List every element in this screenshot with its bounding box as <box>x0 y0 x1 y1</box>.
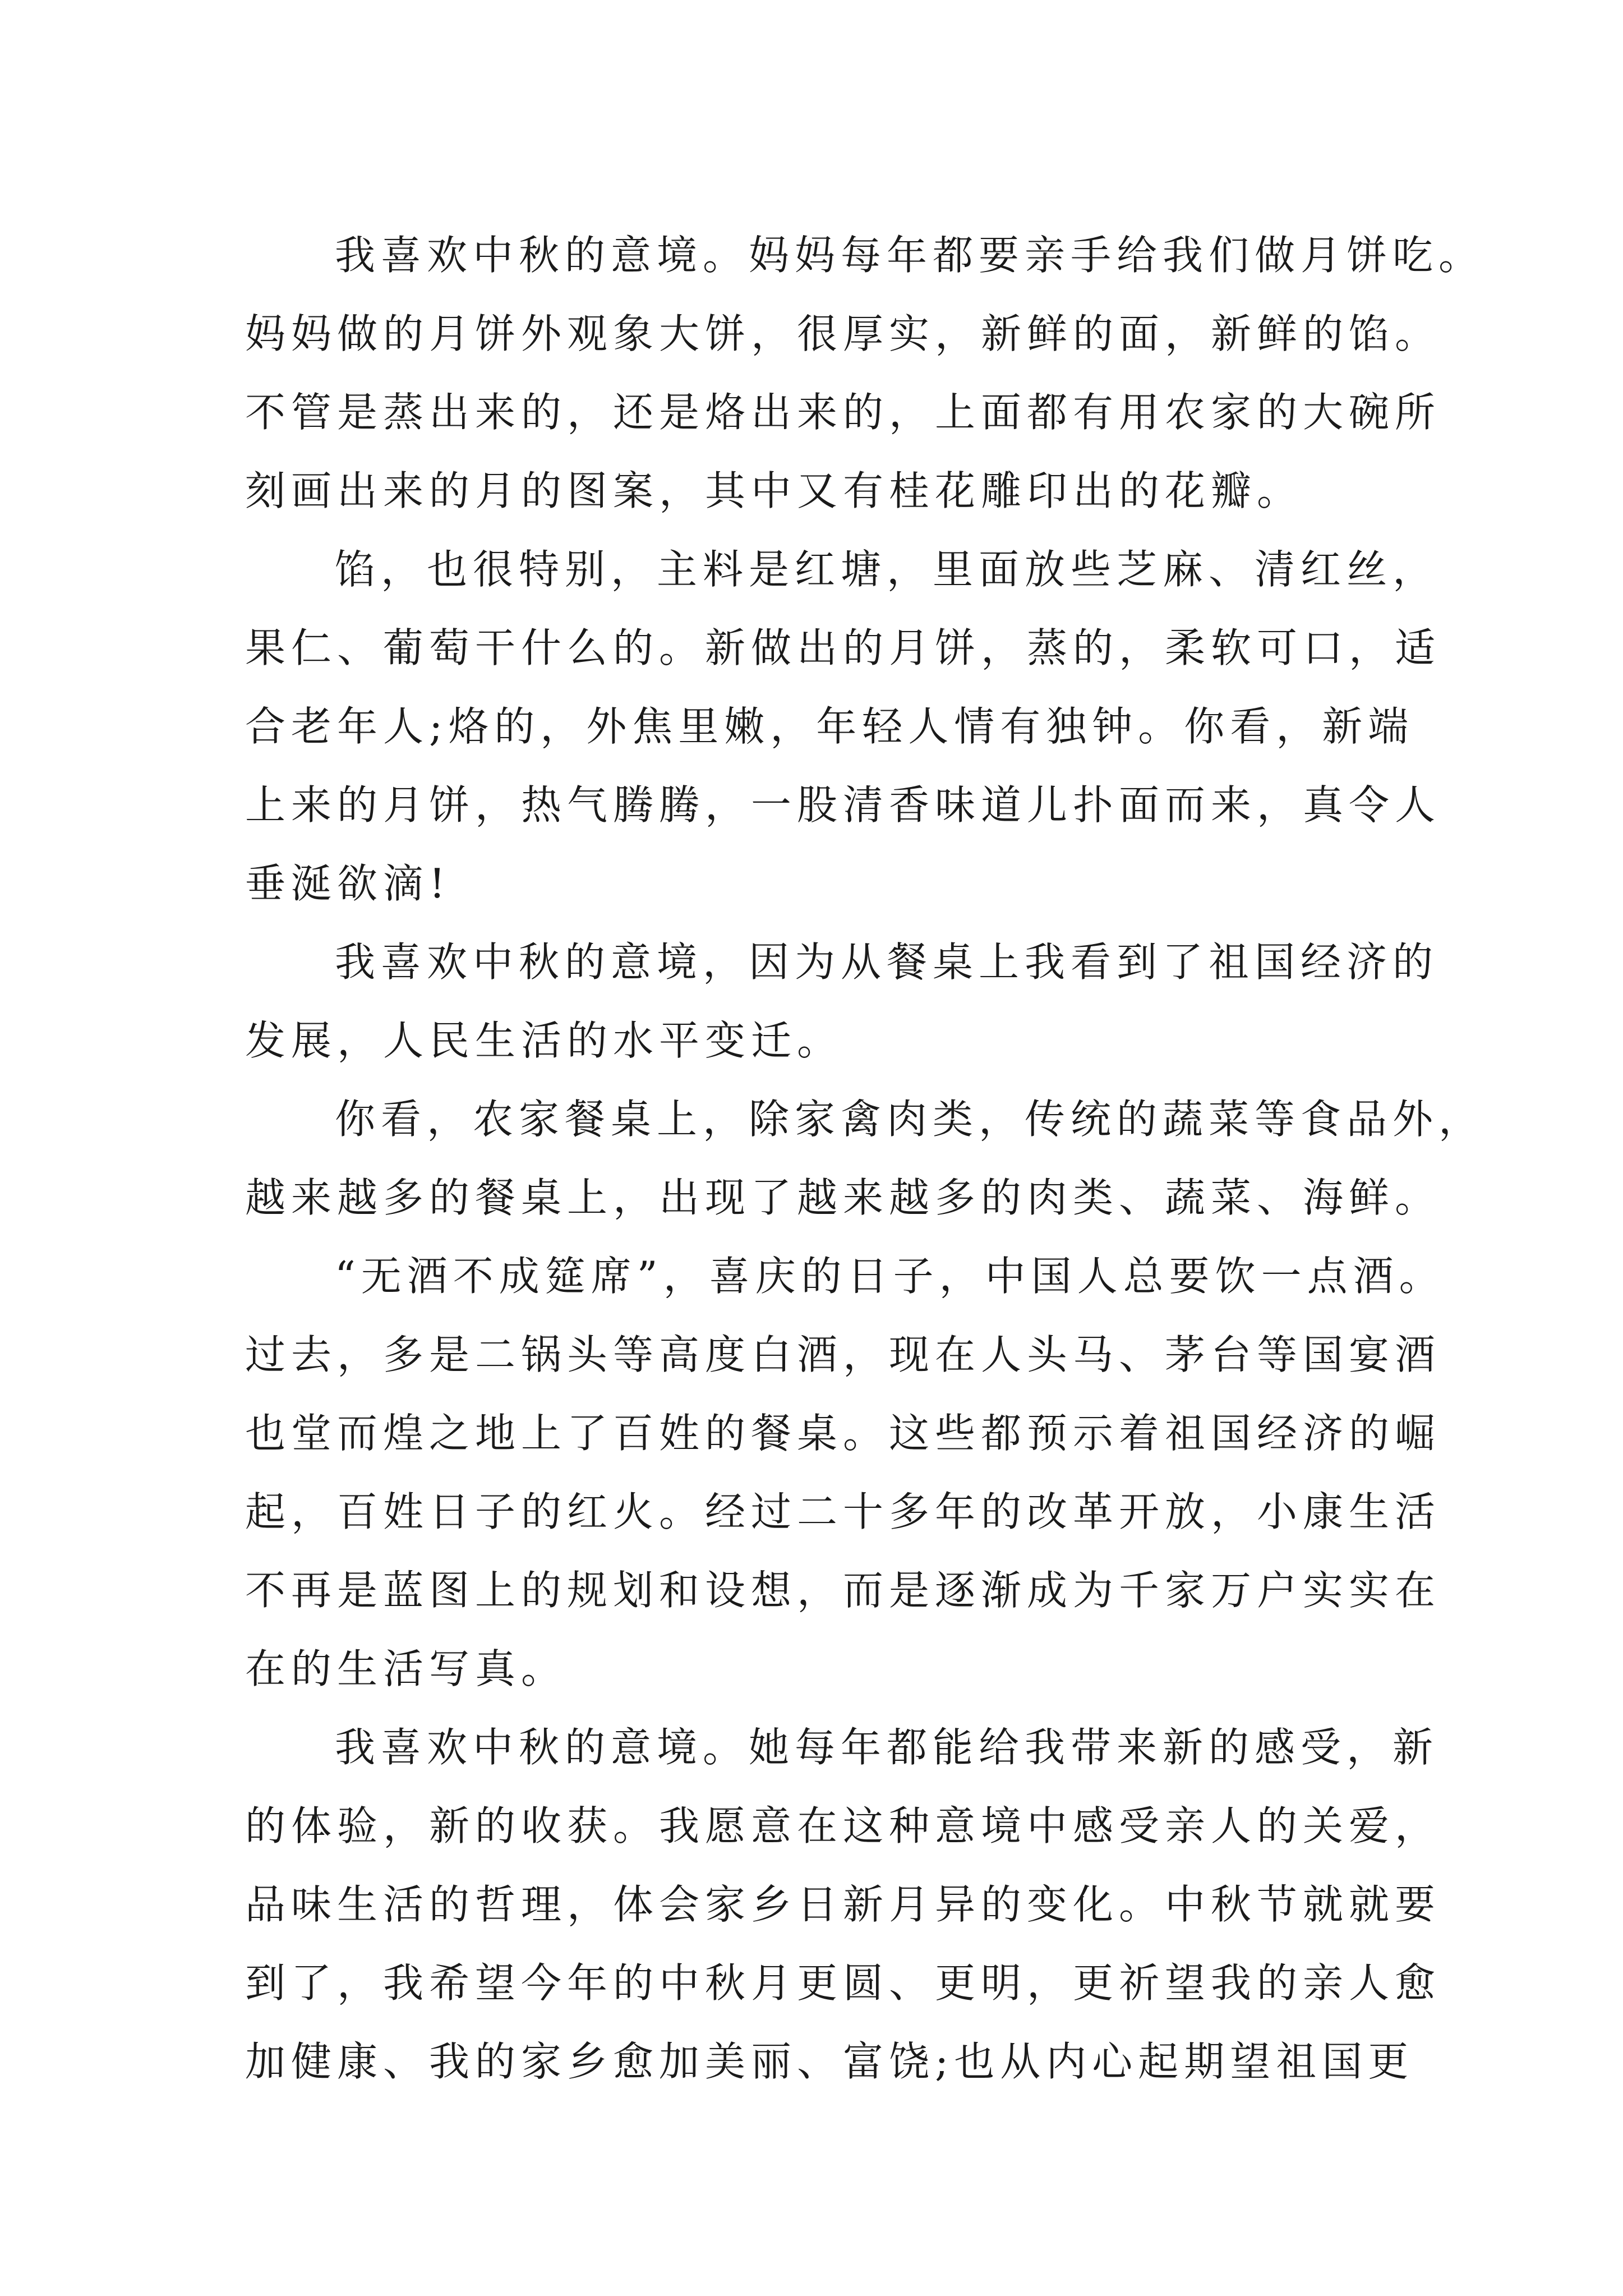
text-line: 刻画出来的月的图案，其中又有桂花雕印出的花瓣。 <box>245 467 1303 514</box>
text-line: 我喜欢中秋的意境，因为从餐桌上我看到了祖国经济的 <box>335 938 1439 986</box>
text-line: 馅，也很特别，主料是红塘，里面放些芝麻、清红丝， <box>335 546 1439 593</box>
text-line: 我喜欢中秋的意境。妈妈每年都要亲手给我们做月饼吃。 <box>335 232 1485 279</box>
text-line: 合老年人;烙的，外焦里嫩，年轻人情有独钟。你看，新端 <box>245 703 1414 750</box>
text-line: 发展，人民生活的水平变迁。 <box>245 1017 843 1064</box>
text-line: 我喜欢中秋的意境。她每年都能给我带来新的感受，新 <box>335 1724 1439 1771</box>
text-line: 到了，我希望今年的中秋月更圆、更明，更祈望我的亲人愈 <box>245 1959 1441 2007</box>
text-line: 过去，多是二锅头等高度白酒，现在人头马、茅台等国宴酒 <box>245 1331 1441 1378</box>
text-line: “无酒不成筵席”，喜庆的日子，中国人总要饮一点酒。 <box>335 1253 1445 1300</box>
text-line: 在的生活写真。 <box>245 1645 568 1692</box>
text-line: 你看，农家餐桌上，除家禽肉类，传统的蔬菜等食品外， <box>335 1096 1485 1143</box>
text-line: 起，百姓日子的红火。经过二十多年的改革开放，小康生活 <box>245 1488 1441 1535</box>
text-line: 的体验，新的收获。我愿意在这种意境中感受亲人的关爱， <box>245 1802 1441 1849</box>
text-line: 上来的月饼，热气腾腾，一股清香味道儿扑面而来，真令人 <box>245 781 1441 829</box>
text-line: 不管是蒸出来的，还是烙出来的，上面都有用农家的大碗所 <box>245 389 1441 436</box>
text-line: 越来越多的餐桌上，出现了越来越多的肉类、蔬菜、海鲜。 <box>245 1174 1441 1221</box>
text-line: 也堂而煌之地上了百姓的餐桌。这些都预示着祖国经济的崛 <box>245 1410 1441 1457</box>
text-line: 不再是蓝图上的规划和设想，而是逐渐成为千家万户实实在 <box>245 1567 1441 1614</box>
body-text <box>245 216 1485 2101</box>
text-line: 妈妈做的月饼外观象大饼，很厚实，新鲜的面，新鲜的馅。 <box>245 310 1441 357</box>
text-line: 品味生活的哲理，体会家乡日新月异的变化。中秋节就就要 <box>245 1881 1441 1928</box>
text-line: 加健康、我的家乡愈加美丽、富饶;也从内心起期望祖国更 <box>245 2038 1414 2085</box>
text-line: 垂涎欲滴! <box>245 860 451 907</box>
text-line: 果仁、葡萄干什么的。新做出的月饼，蒸的，柔软可口，适 <box>245 624 1441 671</box>
